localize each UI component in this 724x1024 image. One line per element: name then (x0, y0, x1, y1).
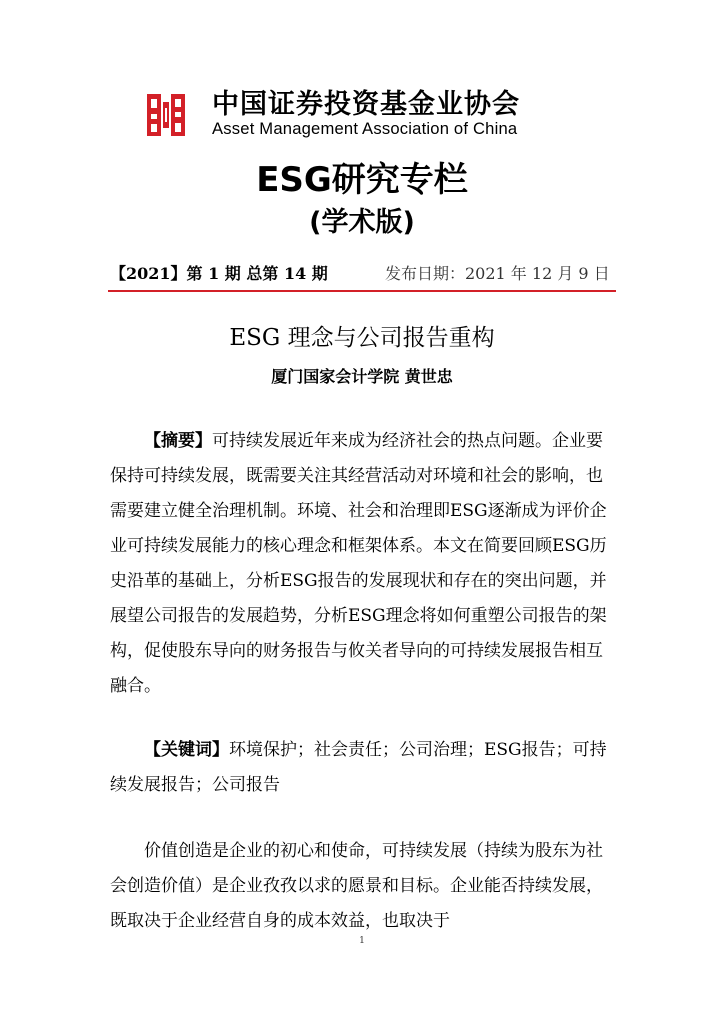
publication-title: ESG研究专栏 (256, 160, 468, 200)
keywords-paragraph (110, 733, 614, 803)
keywords-label: 【关键词】 (144, 740, 229, 760)
article-title: ESG 理念与公司报告重构 (229, 325, 495, 351)
org-name-english: Asset Management Association of China (212, 119, 518, 138)
publish-date: 发布日期：2021 年 12 月 9 日 (385, 264, 610, 283)
page-number: 1 (359, 936, 365, 946)
article-author: 厦门国家会计学院 黄世忠 (271, 367, 453, 386)
page-header (140, 90, 600, 140)
body-text: 价值创造是企业的初心和使命，可持续发展（持续为股东为社会创造价值）是企业孜孜以求的愿景和目标。企业能否持续发展，既取决于企业经营自身的成本效益，也取决于 (110, 841, 603, 931)
abstract-paragraph (110, 424, 614, 704)
abstract-text: 可持续发展近年来成为经济社会的热点问题。企业要保持可持续发展，既需要关注其经营活动对环境和社会的影响，也需要建立健全治理机制。环境、社会和治理即ESG逐渐成为评价企业可持续发展能力的核心理念和框架体系。本文在简要回顾ESG历史沿革的基础上，分析ESG报告的发展现状和存在的突出问题，并展望公司报告的发展趋势，分析ESG理念将如何重塑公司报告的架构，促使股东导向的财务报告与攸关者导向的可持续发展报告相互融合。 (110, 431, 607, 696)
abstract-label: 【摘要】 (144, 431, 212, 451)
body-paragraph (110, 834, 614, 939)
amac-logo-icon (146, 92, 186, 138)
publication-subtitle: (学术版) (309, 207, 415, 238)
keywords-text: 环境保护；社会责任；公司治理；ESG报告；可持续发展报告；公司报告 (110, 740, 607, 795)
header-divider (108, 290, 616, 292)
issue-number: 【2021】第 1 期 总第 14 期 (110, 264, 328, 283)
org-name-chinese: 中国证券投资基金业协会 (212, 89, 520, 120)
